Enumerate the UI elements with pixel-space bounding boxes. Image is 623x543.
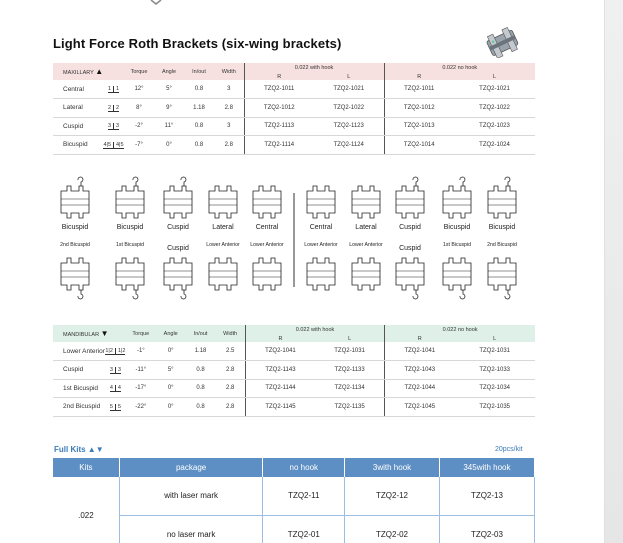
kit-3with-hook: TZQ2-12 bbox=[345, 477, 440, 515]
tooth-quadrant: 4|5 4|5 bbox=[103, 136, 124, 155]
width-value: 3 bbox=[214, 117, 244, 136]
kit-3with-hook: TZQ2-02 bbox=[345, 515, 440, 543]
no-hook-r-code: TZQ2-1012 bbox=[384, 99, 454, 118]
header-torque: Torque bbox=[124, 63, 154, 80]
kit-no-hook: TZQ2-11 bbox=[263, 477, 345, 515]
width-value: 3 bbox=[214, 80, 244, 99]
no-hook-l-code: TZQ2-1024 bbox=[454, 136, 535, 155]
tooth-quadrant: 5 5 bbox=[105, 398, 126, 417]
bracket-drawing bbox=[396, 258, 424, 299]
kits-header-kits: Kits bbox=[53, 458, 119, 477]
with-hook-l-code: TZQ2-1031 bbox=[315, 342, 385, 361]
torque-value: 12° bbox=[124, 80, 154, 99]
no-hook-l-code: TZQ2-1033 bbox=[454, 361, 535, 380]
table-row bbox=[53, 117, 535, 136]
header-inout: In/out bbox=[184, 63, 214, 80]
table-row bbox=[53, 99, 535, 118]
with-hook-l-code: TZQ2-1135 bbox=[315, 398, 385, 417]
no-hook-l-code: TZQ2-1034 bbox=[454, 379, 535, 398]
no-hook-l-code: TZQ2-1031 bbox=[454, 342, 535, 361]
header-width: Width bbox=[214, 63, 244, 80]
with-hook-r-code: TZQ2-1143 bbox=[245, 361, 315, 380]
tooth-name: Cuspid bbox=[53, 117, 103, 136]
kits-header-345with-hook: 345with hook bbox=[439, 458, 534, 477]
no-hook-r-code: TZQ2-1011 bbox=[384, 80, 454, 99]
header-torque: Torque bbox=[126, 325, 156, 342]
kits-header-no-hook: no hook bbox=[263, 458, 345, 477]
tooth-quadrant: 1 1 bbox=[103, 80, 124, 99]
upper-tooth-label: Central bbox=[309, 224, 333, 231]
width-value: 2.8 bbox=[216, 379, 246, 398]
no-hook-r-code: TZQ2-1013 bbox=[384, 117, 454, 136]
no-hook-r-code: TZQ2-1043 bbox=[385, 361, 455, 380]
header-l: L bbox=[454, 73, 535, 80]
kits-header-package: package bbox=[119, 458, 263, 477]
bracket-drawing bbox=[396, 177, 424, 218]
with-hook-r-code: TZQ2-1011 bbox=[244, 80, 314, 99]
bracket-drawing bbox=[488, 177, 516, 218]
arrow-up-icon: ▲ bbox=[95, 67, 104, 76]
lower-tooth-label: Cuspid bbox=[167, 245, 189, 252]
upper-tooth-label: Central bbox=[255, 224, 279, 231]
header-with-hook: 0.022 with hook bbox=[245, 325, 384, 335]
torque-value: -17° bbox=[126, 379, 156, 398]
page-title: Light Force Roth Brackets (six-wing brackets) bbox=[53, 36, 342, 51]
upper-tooth-label: Lateral bbox=[212, 224, 234, 231]
table-row bbox=[53, 80, 535, 99]
lower-tooth-label: 1st Bicuspid bbox=[443, 242, 471, 248]
width-value: 2.5 bbox=[216, 342, 246, 361]
upper-tooth-label: Lateral bbox=[355, 224, 377, 231]
bracket-drawing bbox=[209, 186, 237, 218]
with-hook-l-code: TZQ2-1021 bbox=[314, 80, 384, 99]
header-no-hook: 0.022 no hook bbox=[385, 325, 535, 335]
tooth-name: Central bbox=[53, 80, 103, 99]
inout-value: 0.8 bbox=[186, 379, 216, 398]
with-hook-r-code: TZQ2-1041 bbox=[245, 342, 315, 361]
bracket-drawing bbox=[307, 258, 335, 290]
table-row bbox=[53, 379, 535, 398]
small-bracket-icon bbox=[150, 0, 162, 5]
inout-value: 0.8 bbox=[184, 117, 214, 136]
header-l: L bbox=[454, 335, 535, 342]
inout-value: 0.8 bbox=[184, 80, 214, 99]
inout-value: 1.18 bbox=[184, 99, 214, 118]
width-value: 2.8 bbox=[214, 99, 244, 118]
lower-tooth-label: Lower Anterior bbox=[206, 242, 240, 248]
kit-package: no laser mark bbox=[119, 515, 263, 543]
angle-value: 5° bbox=[154, 80, 184, 99]
header-r: R bbox=[244, 73, 314, 80]
inout-value: 0.8 bbox=[186, 398, 216, 417]
bracket-drawing bbox=[116, 258, 144, 299]
header-width: Width bbox=[216, 325, 246, 342]
upper-tooth-label: Bicuspid bbox=[116, 224, 144, 231]
tooth-name: Cuspid bbox=[53, 361, 105, 380]
angle-value: 9° bbox=[154, 99, 184, 118]
tooth-quadrant: 1|2 1|2 bbox=[105, 342, 126, 361]
bracket-image-icon bbox=[482, 26, 522, 58]
bracket-drawing bbox=[116, 177, 144, 218]
mandibular-jaw-label: MANDIBULAR ▼ bbox=[53, 325, 126, 342]
header-with-hook: 0.022 with hook bbox=[244, 63, 384, 73]
angle-value: 0° bbox=[156, 398, 186, 417]
inout-value: 0.8 bbox=[184, 136, 214, 155]
angle-value: 0° bbox=[156, 342, 186, 361]
with-hook-r-code: TZQ2-1145 bbox=[245, 398, 315, 417]
bracket-drawing bbox=[307, 186, 335, 218]
no-hook-r-code: TZQ2-1014 bbox=[384, 136, 454, 155]
bracket-drawing bbox=[443, 177, 471, 218]
width-value: 2.8 bbox=[214, 136, 244, 155]
torque-value: 8° bbox=[124, 99, 154, 118]
kit-345with-hook: TZQ2-03 bbox=[439, 515, 534, 543]
inout-value: 0.8 bbox=[186, 361, 216, 380]
angle-value: 0° bbox=[154, 136, 184, 155]
kits-header-3with-hook: 3with hook bbox=[345, 458, 440, 477]
table-row bbox=[53, 361, 535, 380]
no-hook-l-code: TZQ2-1021 bbox=[454, 80, 535, 99]
header-l: L bbox=[314, 73, 384, 80]
angle-value: 11° bbox=[154, 117, 184, 136]
arrow-down-icon: ▼ bbox=[100, 329, 109, 338]
bracket-drawing bbox=[61, 258, 89, 299]
tooth-quadrant: 3 3 bbox=[105, 361, 126, 380]
teeth-diagram bbox=[53, 175, 535, 305]
header-l: L bbox=[315, 335, 385, 342]
kits-row bbox=[53, 515, 535, 543]
with-hook-r-code: TZQ2-1114 bbox=[244, 136, 314, 155]
tooth-name: 2nd Bicuspid bbox=[53, 398, 105, 417]
table-row bbox=[53, 136, 535, 155]
bracket-diagram-svg bbox=[53, 175, 535, 305]
tooth-name: 1st Bicuspid bbox=[53, 379, 105, 398]
torque-value: -7° bbox=[124, 136, 154, 155]
header-r: R bbox=[385, 335, 455, 342]
lower-tooth-label: Lower Anterior bbox=[250, 242, 284, 248]
with-hook-l-code: TZQ2-1124 bbox=[314, 136, 384, 155]
no-hook-l-code: TZQ2-1023 bbox=[454, 117, 535, 136]
tooth-quadrant: 4 4 bbox=[105, 379, 126, 398]
kit-no-hook: TZQ2-01 bbox=[263, 515, 345, 543]
no-hook-l-code: TZQ2-1022 bbox=[454, 99, 535, 118]
lower-tooth-label: 2nd Bicuspid bbox=[487, 242, 517, 248]
lower-tooth-label: Lower Anterior bbox=[349, 242, 383, 248]
bracket-drawing bbox=[253, 258, 281, 290]
torque-value: -11° bbox=[126, 361, 156, 380]
header-inout: In/out bbox=[186, 325, 216, 342]
no-hook-r-code: TZQ2-1045 bbox=[385, 398, 455, 417]
inout-value: 1.18 bbox=[186, 342, 216, 361]
kit-package: with laser mark bbox=[119, 477, 263, 515]
bracket-drawing bbox=[209, 258, 237, 290]
with-hook-l-code: TZQ2-1123 bbox=[314, 117, 384, 136]
kit-size: .022 bbox=[53, 477, 119, 543]
with-hook-l-code: TZQ2-1134 bbox=[315, 379, 385, 398]
header-no-hook: 0.022 no hook bbox=[384, 63, 535, 73]
maxillary-jaw-label: MAXILLARY ▲ bbox=[53, 63, 124, 80]
table-row bbox=[53, 398, 535, 417]
width-value: 2.8 bbox=[216, 398, 246, 417]
header-angle: Angle bbox=[156, 325, 186, 342]
lower-tooth-label: 1st Bicuspid bbox=[116, 242, 144, 248]
maxillary-table bbox=[53, 63, 535, 155]
with-hook-l-code: TZQ2-1022 bbox=[314, 99, 384, 118]
bracket-drawing bbox=[61, 177, 89, 218]
no-hook-l-code: TZQ2-1035 bbox=[454, 398, 535, 417]
bracket-drawing bbox=[443, 258, 471, 299]
bracket-drawing bbox=[164, 258, 192, 299]
angle-value: 0° bbox=[156, 379, 186, 398]
with-hook-l-code: TZQ2-1133 bbox=[315, 361, 385, 380]
angle-value: 5° bbox=[156, 361, 186, 380]
tooth-name: Bicuspid bbox=[53, 136, 103, 155]
with-hook-r-code: TZQ2-1012 bbox=[244, 99, 314, 118]
upper-tooth-label: Cuspid bbox=[399, 224, 421, 231]
tooth-name: Lower Anterior bbox=[53, 342, 105, 361]
tooth-name: Lateral bbox=[53, 99, 103, 118]
kits-count: 20pcs/kit bbox=[495, 446, 523, 453]
lower-tooth-label: 2nd Bicuspid bbox=[60, 242, 90, 248]
full-kits-title: Full Kits ▲▼ bbox=[54, 445, 104, 454]
lower-tooth-label: Lower Anterior bbox=[304, 242, 338, 248]
bracket-drawing bbox=[488, 258, 516, 299]
header-angle: Angle bbox=[154, 63, 184, 80]
upper-tooth-label: Bicuspid bbox=[443, 224, 471, 231]
no-hook-r-code: TZQ2-1041 bbox=[385, 342, 455, 361]
header-r: R bbox=[384, 73, 454, 80]
upper-tooth-label: Bicuspid bbox=[488, 224, 516, 231]
kits-row bbox=[53, 477, 535, 515]
no-hook-r-code: TZQ2-1044 bbox=[385, 379, 455, 398]
header-r: R bbox=[245, 335, 315, 342]
torque-value: -1° bbox=[126, 342, 156, 361]
kit-345with-hook: TZQ2-13 bbox=[439, 477, 534, 515]
full-kits-table bbox=[53, 458, 535, 543]
scroll-gutter bbox=[604, 0, 623, 543]
with-hook-r-code: TZQ2-1113 bbox=[244, 117, 314, 136]
bracket-drawing bbox=[253, 186, 281, 218]
torque-value: -2° bbox=[124, 117, 154, 136]
torque-value: -22° bbox=[126, 398, 156, 417]
mandibular-table bbox=[53, 325, 535, 417]
lower-tooth-label: Cuspid bbox=[399, 245, 421, 252]
bracket-drawing bbox=[352, 258, 380, 290]
width-value: 2.8 bbox=[216, 361, 246, 380]
with-hook-r-code: TZQ2-1144 bbox=[245, 379, 315, 398]
bracket-drawing bbox=[352, 186, 380, 218]
upper-tooth-label: Bicuspid bbox=[61, 224, 89, 231]
tooth-quadrant: 3 3 bbox=[103, 117, 124, 136]
bracket-drawing bbox=[164, 177, 192, 218]
tooth-quadrant: 2 2 bbox=[103, 99, 124, 118]
table-row bbox=[53, 342, 535, 361]
upper-tooth-label: Cuspid bbox=[167, 224, 189, 231]
